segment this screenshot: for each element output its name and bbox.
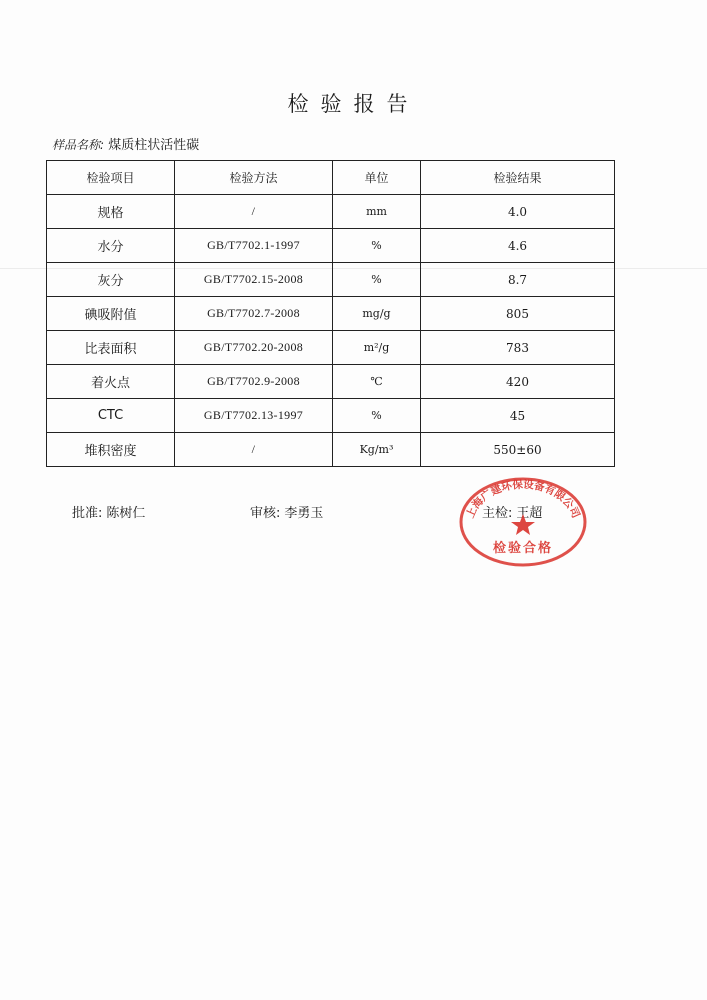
cell-item: 碘吸附值	[47, 297, 175, 331]
cell-unit: mm	[333, 195, 421, 229]
cell-unit: %	[333, 229, 421, 263]
table-row	[47, 297, 615, 331]
approver-line	[72, 502, 145, 521]
cell-result: 550±60	[421, 433, 615, 467]
inspection-stamp	[458, 476, 588, 568]
cell-method: GB/T7702.20-2008	[175, 331, 333, 365]
inspection-table	[46, 160, 615, 467]
cell-method: GB/T7702.7-2008	[175, 297, 333, 331]
inspector-label: 主检:	[482, 506, 513, 521]
reviewer-line	[250, 502, 323, 521]
report-title: 检验报告	[287, 92, 420, 116]
stamp-star-icon	[511, 514, 535, 535]
cell-method: GB/T7702.15-2008	[175, 263, 333, 297]
table-row	[47, 399, 615, 433]
cell-method: /	[175, 433, 333, 467]
header-method: 检验方法	[175, 161, 333, 195]
approver-name: 陈树仁	[106, 506, 146, 521]
cell-item: 水分	[47, 229, 175, 263]
cell-unit: %	[333, 263, 421, 297]
inspector-name: 王超	[516, 506, 543, 521]
cell-result: 8.7	[421, 263, 615, 297]
cell-unit: %	[333, 399, 421, 433]
sample-name-line	[52, 134, 199, 153]
cell-unit: ℃	[333, 365, 421, 399]
cell-result: 4.6	[421, 229, 615, 263]
table-row	[47, 195, 615, 229]
table-row	[47, 365, 615, 399]
header-unit: 单位	[333, 161, 421, 195]
table-row	[47, 229, 615, 263]
reviewer-name: 李勇玉	[284, 506, 324, 521]
reviewer-label: 审核:	[250, 506, 281, 521]
stamp-company-text: 上海广建环保设备有限公司	[464, 478, 582, 521]
cell-item: 灰分	[47, 263, 175, 297]
cell-result: 420	[421, 365, 615, 399]
table-row	[47, 331, 615, 365]
sample-name-label: 样品名称:	[52, 138, 105, 152]
table-row	[47, 263, 615, 297]
cell-method: /	[175, 195, 333, 229]
approver-label: 批准:	[72, 506, 103, 521]
table-header-row	[47, 161, 615, 195]
cell-result: 783	[421, 331, 615, 365]
cell-unit: mg/g	[333, 297, 421, 331]
cell-result: 45	[421, 399, 615, 433]
cell-method: GB/T7702.9-2008	[175, 365, 333, 399]
cell-item: 比表面积	[47, 331, 175, 365]
stamp-center-text: 检验合格	[492, 541, 554, 556]
cell-item: 着火点	[47, 365, 175, 399]
cell-method: GB/T7702.1-1997	[175, 229, 333, 263]
header-result: 检验结果	[421, 161, 615, 195]
table-row	[47, 433, 615, 467]
cell-unit: Kg/m³	[333, 433, 421, 467]
cell-item: 堆积密度	[47, 433, 175, 467]
sample-name-value: 煤质柱状活性碳	[108, 138, 200, 153]
cell-unit: m²/g	[333, 331, 421, 365]
cell-item: CTC	[47, 399, 175, 433]
cell-result: 805	[421, 297, 615, 331]
header-item: 检验项目	[47, 161, 175, 195]
cell-result: 4.0	[421, 195, 615, 229]
cell-method: GB/T7702.13-1997	[175, 399, 333, 433]
cell-item: 规格	[47, 195, 175, 229]
